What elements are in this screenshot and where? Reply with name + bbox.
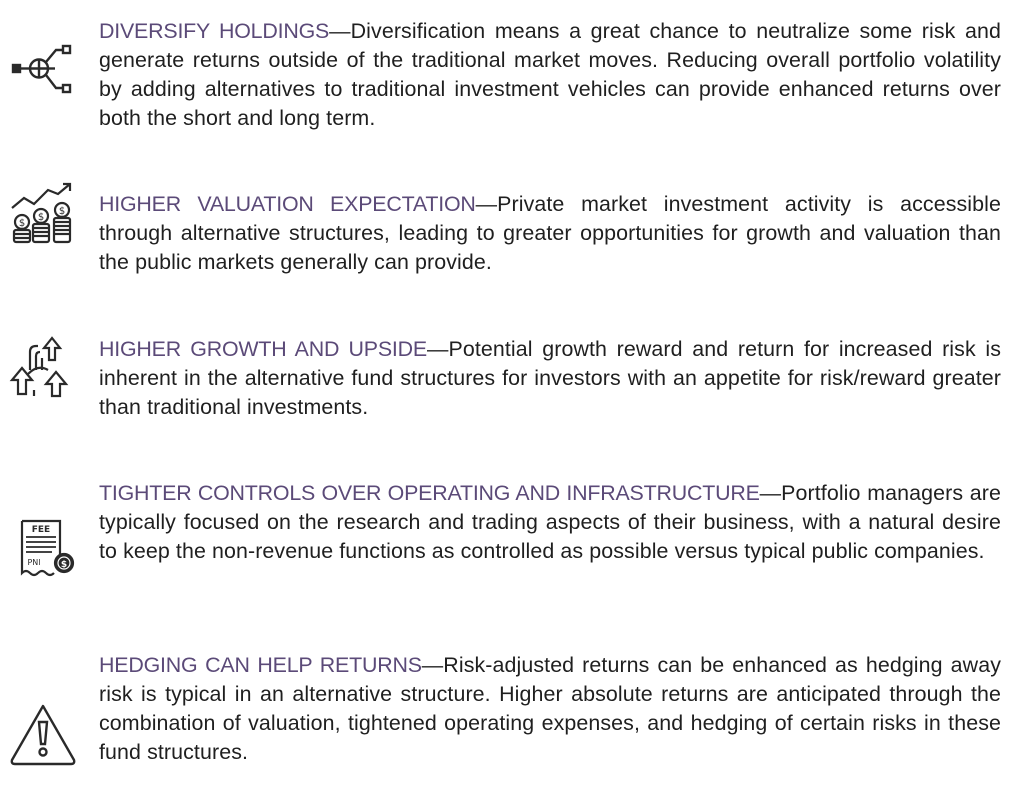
dollar-sign-glyph: $ [37,212,45,223]
section-paragraph [99,17,1001,133]
dollar-sign-glyph: $ [60,560,68,570]
pnl-label: PNl [27,558,41,567]
em-dash: — [421,653,444,677]
section-body: Diversification means a great chance to neutralize some risk and generate returns outside of the traditional market moves. Reducing overall portfolio volatility by adding alternatives to traditional investment vehicles can provide enhanced returns over both the short and long term. [99,19,1001,130]
fee-label: FEE [31,525,51,535]
section-paragraph [99,335,1001,422]
dollar-sign-glyph: $ [58,206,66,217]
section-heading: TIGHTER CONTROLS OVER OPERATING AND INFRASTRUCTURE [99,481,760,505]
em-dash: — [475,192,498,216]
em-dash: — [329,19,351,43]
em-dash: — [759,481,782,505]
section-body: Risk-adjusted returns can be enhanced as hedging away risk is typical in an alternative structure. Higher absolute returns are anticipated through the combination of valuation, tightened operating expenses, and hedging of certain risks in these fund structures. [99,653,1001,764]
em-dash: — [426,337,449,361]
section-paragraph [99,190,1001,277]
section-heading: HEDGING CAN HELP RETURNS [99,653,422,677]
warning-triangle-icon [8,700,78,770]
network-diagram-icon [8,38,78,108]
section-heading: HIGHER GROWTH AND UPSIDE [99,337,427,361]
section-body: Potential growth reward and return for increased risk is inherent in the alternative fund structures for investors with an appetite for risk/reward greater than traditional investments. [99,337,1001,419]
section-body: Portfolio managers are typically focused on the research and trading aspects of their business, with a natural desire to keep the non-revenue functions as controlled as possible versus typical public companies. [99,481,1001,563]
coins-growth-icon [8,180,78,250]
section-heading: DIVERSIFY HOLDINGS [99,19,330,43]
fee-receipt-icon [8,515,78,585]
section-heading: HIGHER VALUATION EXPECTATION [99,192,476,216]
section-paragraph [99,651,1001,767]
section-body: Private market investment activity is accessible through alternative structures, leading to greater opportunities for growth and valuation than the public markets generally can provide. [99,192,1001,274]
dollar-sign-glyph: $ [18,218,26,229]
section-paragraph [99,479,1001,566]
growth-arrows-icon [8,330,78,400]
